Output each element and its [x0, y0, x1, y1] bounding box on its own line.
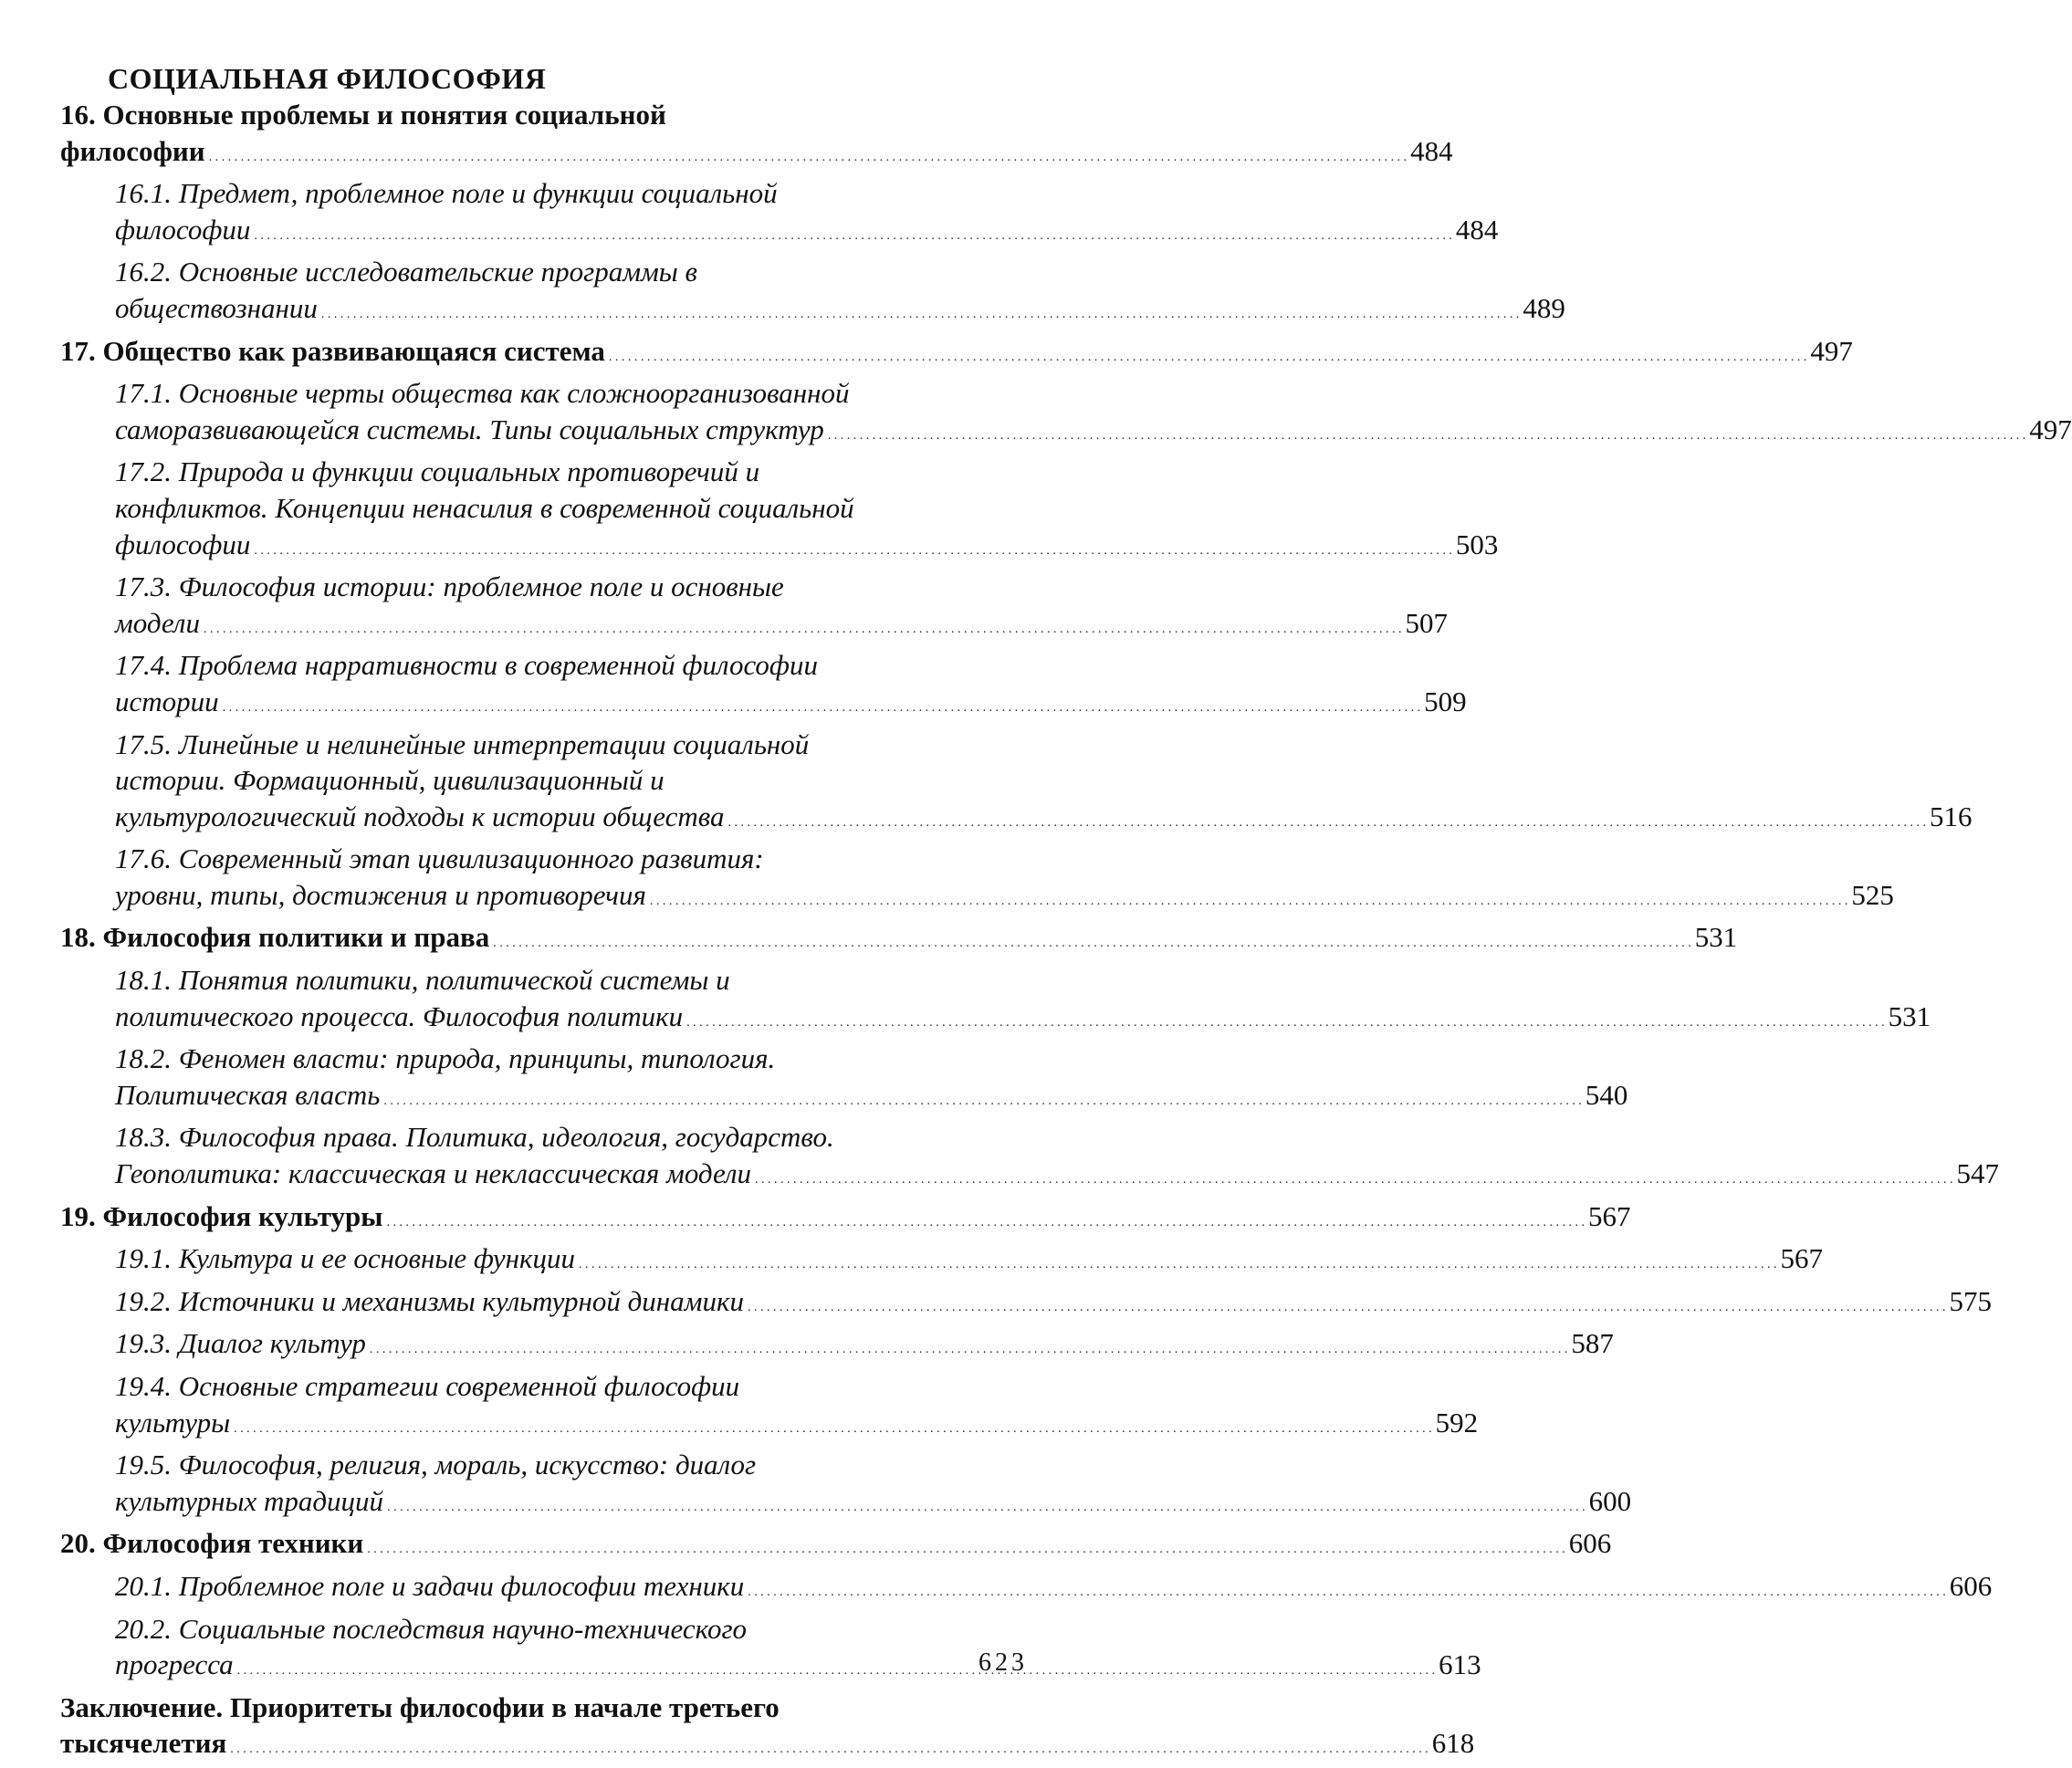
entry-page-number: 575 — [1949, 1284, 1992, 1317]
table-of-contents — [60, 60, 2072, 1768]
entry-title-line: 18.2. Феномен власти: природа, принципы, типология. — [115, 1042, 776, 1075]
entry-page-number: 547 — [1956, 1157, 1999, 1190]
entry-last-line — [115, 1647, 1481, 1690]
entry-last-line — [115, 605, 1448, 648]
entry-page-number: 606 — [1568, 1527, 1612, 1560]
toc-subsection-entry — [60, 1325, 1614, 1368]
entry-last-line — [115, 684, 1467, 727]
dot-leader — [828, 412, 2026, 455]
toc-subsection-entry — [60, 1568, 1993, 1611]
entry-last-line — [60, 333, 1853, 376]
entry-title-line: Политическая власть — [115, 1078, 381, 1111]
dot-leader — [728, 799, 1927, 842]
entry-title-line: 17.4. Проблема нарративности в современной философии — [115, 649, 818, 682]
entry-title-line: Заключение. Приоритеты философии в начале третьего — [60, 1690, 780, 1723]
toc-chapter-entry — [60, 1525, 1612, 1568]
entry-page-number: 531 — [1694, 921, 1738, 954]
section-title: СОЦИАЛЬНАЯ ФИЛОСОФИЯ — [108, 62, 547, 95]
toc-subsection-entry — [60, 569, 1448, 647]
toc-subsection-entry — [60, 841, 1894, 919]
toc-subsection-entry — [60, 175, 1499, 254]
entry-page-number: 600 — [1588, 1484, 1632, 1517]
entry-title-line: 17. Общество как развивающаяся система — [60, 334, 605, 367]
entry-page-number: 489 — [1523, 291, 1565, 324]
entry-last-line — [115, 212, 1499, 255]
entry-page-number: 567 — [1780, 1242, 1823, 1275]
toc-subsection-entry — [60, 1447, 1632, 1525]
toc-subsection-entry — [60, 254, 1565, 332]
dot-leader — [204, 605, 1402, 648]
entry-title-line: 18.1. Понятия политики, политической системы и — [115, 964, 730, 997]
entry-title-line: 20. Философия техники — [60, 1527, 364, 1560]
entry-title-line: 19.3. Диалог культур — [115, 1327, 366, 1360]
entry-last-line — [115, 1405, 1479, 1448]
entry-page-number: 587 — [1571, 1327, 1614, 1360]
entry-page-number: 618 — [1431, 1727, 1475, 1760]
entry-title-line: истории — [115, 685, 219, 717]
entry-page-number: 613 — [1439, 1648, 1481, 1681]
dot-leader — [387, 1483, 1585, 1526]
toc-entries — [60, 97, 2072, 1768]
entry-last-line — [60, 1525, 1612, 1568]
entry-title-line: философии — [115, 213, 251, 246]
entry-title-line: философии — [115, 528, 251, 560]
entry-last-line — [115, 290, 1565, 333]
toc-subsection-entry — [60, 1119, 1999, 1198]
entry-last-line — [115, 412, 2072, 455]
entry-last-line — [60, 1725, 1475, 1768]
entry-page-number: 484 — [1455, 213, 1499, 246]
toc-subsection-entry — [60, 1041, 1628, 1119]
dot-leader — [254, 212, 1452, 255]
entry-title-line: 16.2. Основные исследовательские программы в — [115, 256, 697, 288]
toc-subsection-entry — [60, 1283, 1992, 1326]
entry-title-line: 19.5. Философия, религия, мораль, искусство: диалог — [115, 1449, 757, 1481]
entry-title-line: 16.1. Предмет, проблемное поле и функции социальной — [115, 177, 778, 210]
dot-leader — [370, 1325, 1568, 1368]
dot-leader — [237, 1647, 1436, 1690]
dot-leader — [230, 1725, 1428, 1768]
entry-title-line: модели — [115, 606, 200, 639]
entry-page-number: 531 — [1888, 999, 1931, 1032]
entry-title-line: 17.5. Линейные и нелинейные интерпретации социальной — [115, 727, 810, 760]
page-number: 623 — [978, 1648, 1028, 1677]
entry-page-number: 507 — [1405, 606, 1448, 639]
toc-chapter-entry — [60, 97, 1453, 175]
entry-title-line: 17.3. Философия истории: проблемное поле и основные — [115, 570, 784, 603]
entry-page-number: 540 — [1585, 1078, 1628, 1111]
toc-subsection-entry — [60, 1240, 1823, 1283]
dot-leader — [387, 1198, 1585, 1241]
dot-leader — [748, 1568, 1946, 1611]
entry-title-line: саморазвивающейся системы. Типы социальных структур — [115, 413, 824, 445]
entry-title-line: культуры — [115, 1406, 231, 1438]
entry-page-number: 516 — [1930, 800, 1973, 832]
toc-subsection-entry — [60, 454, 1499, 569]
entry-title-line: конфликтов. Концепции ненасилия в современной социальной — [115, 491, 854, 524]
entry-title-line: 18. Философия политики и права — [60, 921, 490, 954]
entry-last-line — [115, 527, 1499, 570]
entry-title-line: политического процесса. Философия политики — [115, 999, 684, 1032]
entry-title-line: 17.1. Основные черты общества как сложноорганизованной — [115, 377, 850, 410]
dot-leader — [209, 133, 1407, 176]
entry-last-line — [115, 1240, 1823, 1283]
entry-last-line — [115, 1325, 1614, 1368]
dot-leader — [223, 684, 1421, 727]
dot-leader — [321, 290, 1520, 333]
entry-title-line: 17.6. Современный этап цивилизационного развития: — [115, 842, 764, 875]
toc-chapter-entry — [60, 333, 1853, 376]
dot-leader — [383, 1077, 1582, 1120]
entry-last-line — [115, 1077, 1628, 1120]
dot-leader — [254, 527, 1452, 570]
entry-title-line: 19.2. Источники и механизмы культурной динамики — [115, 1284, 744, 1317]
dot-leader — [755, 1156, 1953, 1198]
entry-page-number: 497 — [1810, 334, 1853, 367]
dot-leader — [234, 1405, 1432, 1448]
toc-chapter-entry — [60, 919, 1738, 962]
entry-title-line: культурных традиций — [115, 1484, 384, 1517]
entry-title-line: тысячелетия — [60, 1727, 227, 1760]
entry-title-line: 17.2. Природа и функции социальных противоречий и — [115, 455, 760, 488]
entry-page-number: 606 — [1949, 1569, 1993, 1602]
entry-page-number: 484 — [1410, 134, 1453, 167]
entry-title-line: 16. Основные проблемы и понятия социальной — [60, 99, 666, 131]
entry-page-number: 592 — [1435, 1406, 1479, 1438]
toc-subsection-entry — [60, 647, 1467, 726]
entry-title-line: 19.1. Культура и ее основные функции — [115, 1242, 575, 1275]
entry-title-line: 19. Философия культуры — [60, 1199, 383, 1232]
entry-page-number: 567 — [1588, 1199, 1631, 1232]
dot-leader — [367, 1525, 1565, 1568]
entry-page-number: 525 — [1851, 878, 1894, 911]
entry-title-line: философии — [60, 134, 205, 167]
entry-title-line: 19.4. Основные стратегии современной философии — [115, 1370, 740, 1402]
toc-chapter-entry — [60, 1198, 1631, 1241]
dot-leader — [686, 999, 1885, 1041]
entry-title-line: истории. Формационный, цивилизационный и — [115, 764, 665, 797]
toc-subsection-entry — [60, 375, 2072, 454]
entry-last-line — [115, 1156, 1999, 1198]
entry-title-line: Геополитика: классическая и неклассическая модели — [115, 1157, 751, 1190]
entry-title-line: прогресса — [115, 1648, 234, 1681]
entry-title-line: 18.3. Философия права. Политика, идеология, государство. — [115, 1121, 834, 1154]
dot-leader — [748, 1283, 1946, 1326]
entry-last-line — [115, 799, 1973, 842]
entry-last-line — [60, 133, 1453, 176]
toc-subsection-entry — [60, 962, 1931, 1041]
entry-title-line: обществознании — [115, 291, 318, 324]
toc-subsection-entry — [60, 727, 1973, 842]
entry-last-line — [115, 1483, 1632, 1526]
entry-title-line: 20.2. Социальные последствия научно-технического — [115, 1612, 748, 1645]
entry-title-line: 20.1. Проблемное поле и задачи философии техники — [115, 1569, 745, 1602]
toc-subsection-entry — [60, 1368, 1479, 1447]
entry-last-line — [115, 999, 1931, 1041]
entry-title-line: культурологический подходы к истории общества — [115, 800, 725, 832]
toc-chapter-entry — [60, 1690, 1475, 1768]
toc-subsection-entry — [60, 1611, 1481, 1690]
entry-last-line — [60, 1198, 1631, 1241]
entry-last-line — [115, 1568, 1993, 1611]
dot-leader — [579, 1240, 1777, 1283]
dot-leader — [609, 333, 1807, 376]
entry-last-line — [115, 1283, 1992, 1326]
dot-leader — [650, 877, 1848, 920]
entry-last-line — [115, 877, 1894, 920]
entry-page-number: 509 — [1424, 685, 1467, 717]
dot-leader — [493, 919, 1691, 962]
entry-page-number: 497 — [2029, 413, 2072, 445]
entry-title-line: уровни, типы, достижения и противоречия — [115, 878, 646, 911]
entry-last-line — [60, 919, 1738, 962]
entry-page-number: 503 — [1455, 528, 1499, 560]
